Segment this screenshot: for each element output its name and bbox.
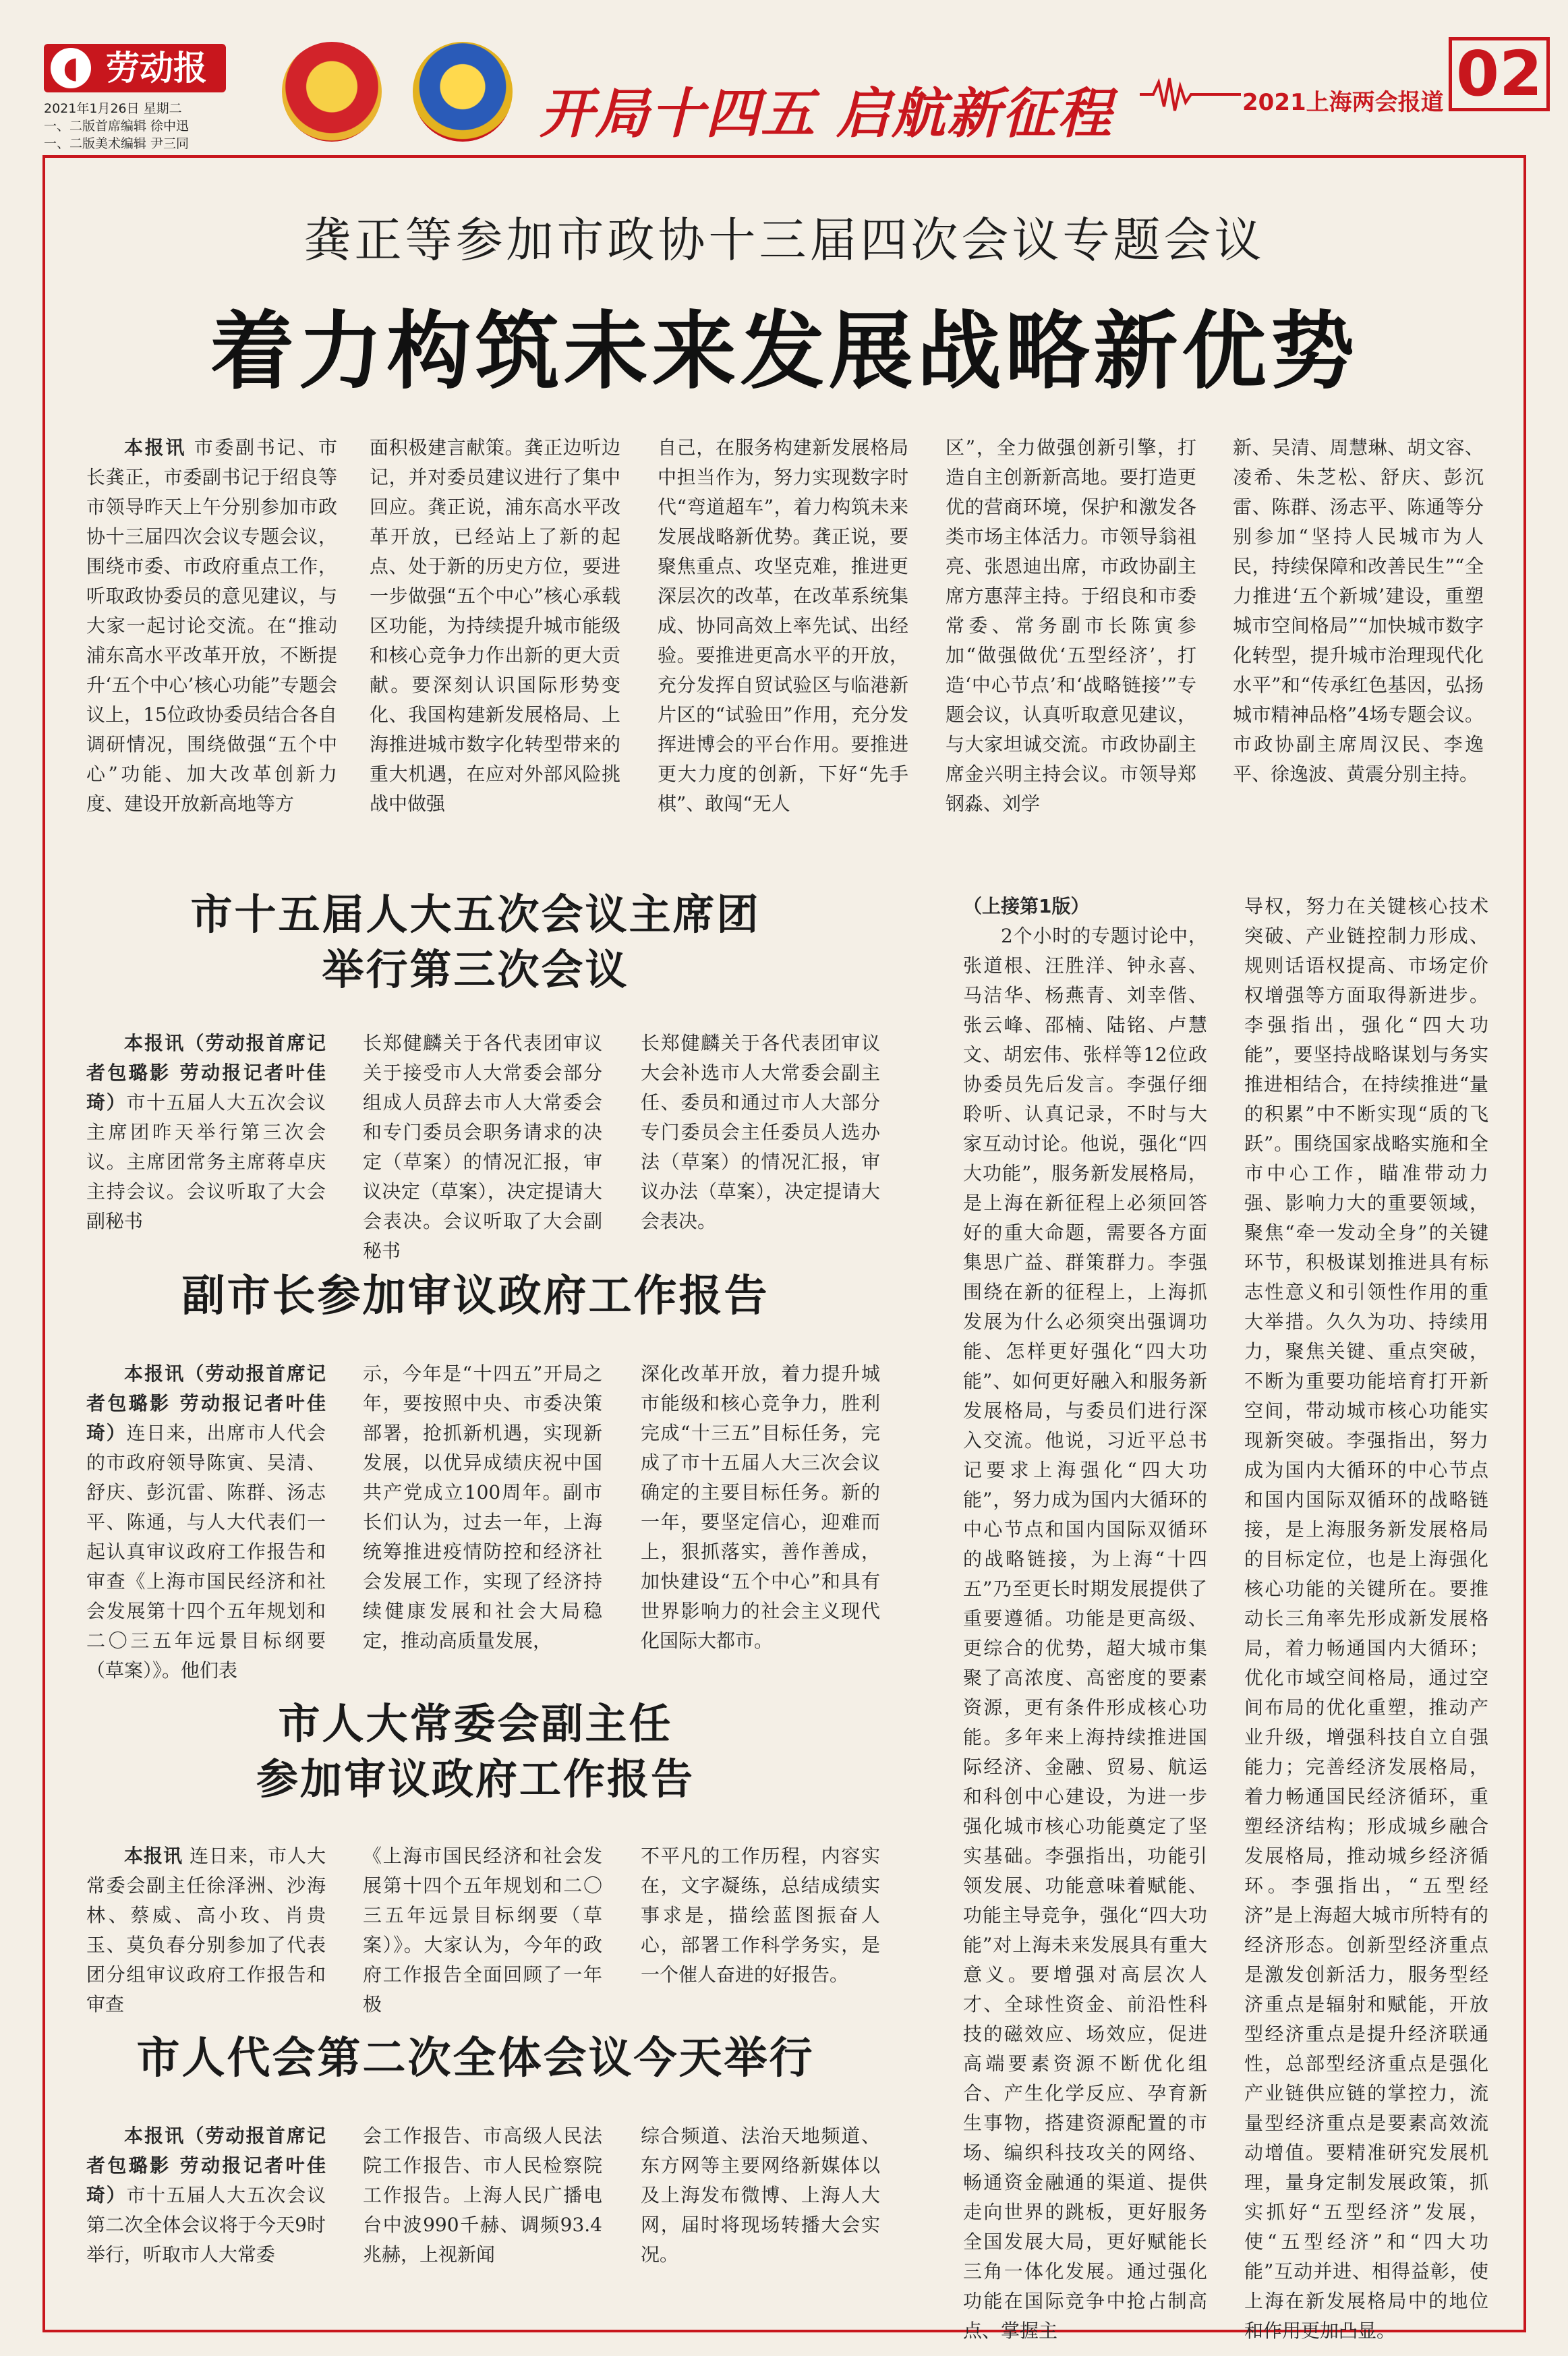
main-story-column-4: 区”，全力做强创新引擎，打造自主创新新高地。要打造更优的营商环境，保护和激发各类市场主体活力。市领导翁祖亮、张恩迪出席，市政协副主席方惠萍主持。于绍良和市委常委、常务副市长陈寅参加“做强做优‘五型经济’，打造‘中心节点’和‘战略链接’”专题会议，认真听取意见建议，与大家坦诚交流。市政协副主席金兴明主持会议。市领导郑钢淼、刘学: [946, 436, 1196, 815]
report-title: 2021上海两会报道: [1242, 89, 1444, 116]
plenary-column-2: 会工作报告、市高级人民法院工作报告、市人民检察院工作报告。上海人民广播电台中波990千赫、调频93.4兆赫，上视新闻: [363, 2125, 602, 2266]
cppcc-emblem-icon: [413, 42, 513, 142]
main-story-dateline: 本报讯: [124, 436, 187, 459]
vice-mayors-column-1: 本报讯（劳动报首席记者包璐影 劳动报记者叶佳琦）连日来，出席市人代会的市政府领导陈寅、吴清、舒庆、彭沉雷、陈群、汤志平、陈通，与人大代表们一起认真审议政府工作报告和审查《上海市国民经济和社会发展第十四个五年规划和二〇三五年远景目标纲要（草案）》。他们表: [86, 1362, 326, 1682]
npc-deputies-column-2: 《上海市国民经济和社会发展第十四个五年规划和二〇三五年远景目标纲要（草案）》。大家认为，今年的政府工作报告全面回顾了一年极: [363, 1845, 602, 2015]
issue-date: 2021年1月26日 星期二: [44, 101, 182, 116]
main-story-column-3: 自己，在服务构建新发展格局中担当作为，努力实现数字时代“弯道超车”，着力构筑未来发展战略新优势。龚正说，要聚焦重点、攻坚克难，推进更深层次的改革，在改革系统集成、协同高效上率先试、出经验。要推进更高水平的开放，充分发挥自贸试验区与临港新片区的“试验田”作用，充分发挥进博会的平台作用。要推进更大力度的创新，下好“先手棋”、敢闯“无人: [658, 436, 908, 815]
main-story-title: 着力构筑未来发展战略新优势: [210, 302, 1359, 401]
npc-deputies-column-1: 本报讯 连日来，市人大常委会副主任徐泽洲、沙海林、蔡威、高小玫、肖贵玉、莫负春分别参加了代表团分组审议政府工作报告和审查: [86, 1845, 326, 2015]
presidium-column-2: 长郑健麟关于各代表团审议关于接受市人大常委会部分组成人员辞去市人大常委会和专门委员会职务请求的决定（草案）的情况汇报，审议决定（草案），决定提请大会表决。会议听取了大会副秘书: [363, 1032, 602, 1262]
main-story-column-1: 本报讯 市委副书记、市长龚正，市委副书记于绍良等市领导昨天上午分别参加市政协十三届四次会议专题会议，围绕市委、市政府重点工作，听取政协委员的意见建议，与大家一起讨论交流。在“推动浦东高水平改革开放，不断提升‘五个中心’核心功能”专题会议上，15位政协委员结合各自调研情况，围绕做强“五个中心”功能、加大改革创新力度、建设开放新高地等方: [86, 436, 337, 815]
vice-mayors-column-3: 深化改革开放，着力提升城市能级和核心竞争力，胜利完成“十三五”目标任务，完成了市十五届人大三次会议确定的主要目标任务。新的一年，要坚定信心，迎难而上，狠抓落实，善作善成，加快建设“五个中心”和具有世界影响力的社会主义现代化国际大都市。: [641, 1362, 880, 1652]
main-story-column-2: 面积极建言献策。龚正边听边记，并对委员建议进行了集中回应。龚正说，浦东高水平改革开放，已经站上了新的起点、处于新的历史方位，要进一步做强“五个中心”核心承载区功能，为持续提升城市能级和核心竞争力作出新的更大贡献。要深刻认识国际形势变化、我国构建新发展格局、上海推进城市数字化转型带来的重大机遇，在应对外部风险挑战中做强: [370, 436, 620, 815]
main-story-kicker: 龚正等参加市政协十三届四次会议专题会议: [303, 212, 1265, 268]
npc-deputies-story-title: 市人大常委会副主任 参加审议政府工作报告: [256, 1699, 695, 1804]
masthead: [0, 0, 1568, 159]
logo-text: 劳动报: [106, 49, 207, 88]
jump-note: （上接第1版）: [963, 895, 1090, 917]
vice-mayors-story-title: 副市长参加审议政府工作报告: [181, 1271, 770, 1321]
sound-wave-icon: [1140, 74, 1241, 115]
continued-story-column-2: 导权，努力在关键核心技术突破、产业链控制力形成、规则话语权提高、市场定价权增强等方面取得新进步。李强指出，强化“四大功能”，要坚持战略谋划与务实推进相结合，在持续推进“量的积累”中不断实现“质的飞跃”。围绕国家战略实施和全市中心工作，瞄准带动力强、影响力大的重要领域，聚焦“牵一发动全身”的关键环节，积极谋划推进具有标志性意义和引领性作用的重大举措。久久为功、持续用力，聚焦关键、重点突破，不断为重要功能培育打开新空间，带动城市核心功能实现新突破。李强指出，努力成为国内大循环的中心节点和国内国际双循环的战略链接，是上海服务新发展格局的目标定位，也是上海强化核心功能的关键所在。要推动长三角率先形成新发展格局，着力畅通国内大循环；优化市域空间格局，通过空间布局的优化重塑，推动产业升级，增强科技自立自强能力；完善经济发展格局，着力畅通国民经济循环，重塑经济结构；形成城乡融合发展格局，推动城乡经济循环。李强指出，“五型经济”是上海超大城市所特有的经济形态。创新型经济重点是激发创新活力，服务型经济重点是辐射和赋能，开放型经济重点是提升经济联通性，总部型经济重点是强化产业链供应链的掌控力，流量型经济重点是要素高效流动增值。要精准研究发展机理，量身定制发展政策，抓实抓好“五型经济”发展，使“五型经济”和“四大功能”互动并进、相得益彰，使上海在新发展格局中的地位和作用更加凸显。: [1244, 895, 1488, 2342]
newspaper-logo: [44, 44, 226, 92]
plenary-column-3: 综合频道、法治天地频道、东方网等主要网络新媒体以及上海发布微博、上海人大网，届时将现场转播大会实况。: [641, 2125, 880, 2266]
continued-story-column-1: （上接第1版） 2个小时的专题讨论中，张道根、汪胜洋、钟永喜、马洁华、杨燕青、刘幸偕、张云峰、邵楠、陆铭、卢慧文、胡宏伟、张样等12位政协委员先后发言。李强仔细聆听、认真记录，不时与大家互动讨论。他说，强化“四大功能”，服务新发展格局，是上海在新征程上必须回答好的重大命题，需要各方面集思广益、群策群力。李强围绕在新的征程上，上海抓发展为什么必须突出强调功能、怎样更好强化“四大功能”、如何更好融入和服务新发展格局，与委员们进行深入交流。他说，习近平总书记要求上海强化“四大功能”，努力成为国内大循环的中心节点和国内国际双循环的战略链接，为上海“十四五”乃至更长时期发展提供了重要遵循。功能是更高级、更综合的优势，超大城市集聚了高浓度、高密度的要素资源，更有条件形成核心功能。多年来上海持续推进国际经济、金融、贸易、航运和科创中心建设，为进一步强化城市核心功能奠定了坚实基础。李强指出，功能引领发展、功能意味着赋能、功能主导竞争，强化“四大功能”对上海未来发展具有重大意义。要增强对高层次人才、全球性资金、前沿性科技的磁效应、场效应，促进高端要素资源不断优化组合、产生化学反应、孕育新生事物，搭建资源配置的市场、编织科技攻关的网络、畅通资金融通的渠道、提供走向世界的跳板，更好服务全国发展大局，更好赋能长三角一体化发展。通过强化功能在国际竞争中抢占制高点、掌握主: [963, 892, 1207, 2308]
presidium-story-title: 市十五届人大五次会议主席团 举行第三次会议: [190, 890, 761, 994]
logo-mark-icon: ◖: [51, 48, 91, 88]
main-story-column-5: 新、吴清、周慧琳、胡文容、凌希、朱芝松、舒庆、彭沉雷、陈群、汤志平、陈通等分别参加“坚持人民城市为人民，持续保障和改善民生”“全力推进‘五个新城’建设，重塑城市空间格局”“加快城市数字化转型，提升城市治理现代化水平”和“传承红色基因，弘扬城市精神品格”4场专题会议。市政协副主席周汉民、李逸平、徐逸波、黄震分别主持。: [1233, 436, 1484, 785]
plenary-story-title: 市人代会第二次全体会议今天举行: [136, 2033, 815, 2084]
npc-deputies-column-3: 不平凡的工作历程，内容实在，文字凝练，总结成绩实事求是，描绘蓝图振奋人心，部署工作科学务实，是一个催人奋进的好报告。: [641, 1845, 880, 1986]
art-editor: 一、二版美术编辑 尹三同: [44, 136, 190, 151]
national-emblem-icon: [282, 42, 382, 142]
plenary-column-1: 本报讯（劳动报首席记者包璐影 劳动报记者叶佳琦）市十五届人大五次会议第二次全体会议将于今天9时举行，听取市人大常委: [86, 2125, 326, 2266]
vice-mayors-column-2: 示，今年是“十四五”开局之年，要按照中央、市委决策部署，抢抓新机遇，实现新发展，以优异成绩庆祝中国共产党成立100周年。副市长们认为，过去一年，上海统筹推进疫情防控和经济社会发展工作，实现了经济持续健康发展和社会大局稳定，推动高质量发展，: [363, 1362, 602, 1652]
slogan: 开局十四五 启航新征程: [540, 82, 1113, 145]
page-number: 02: [1449, 37, 1550, 111]
chief-editor: 一、二版首席编辑 徐中迅: [44, 119, 190, 134]
presidium-column-1: 本报讯（劳动报首席记者包璐影 劳动报记者叶佳琦）市十五届人大五次会议主席团昨天举行第三次会议。主席团常务主席蒋卓庆主持会议。会议听取了大会副秘书: [86, 1032, 326, 1232]
presidium-column-3: 长郑健麟关于各代表团审议大会补选市人大常委会副主任、委员和通过市人大部分专门委员会主任委员人选办法（草案）的情况汇报，审议办法（草案），决定提请大会表决。: [641, 1032, 880, 1232]
